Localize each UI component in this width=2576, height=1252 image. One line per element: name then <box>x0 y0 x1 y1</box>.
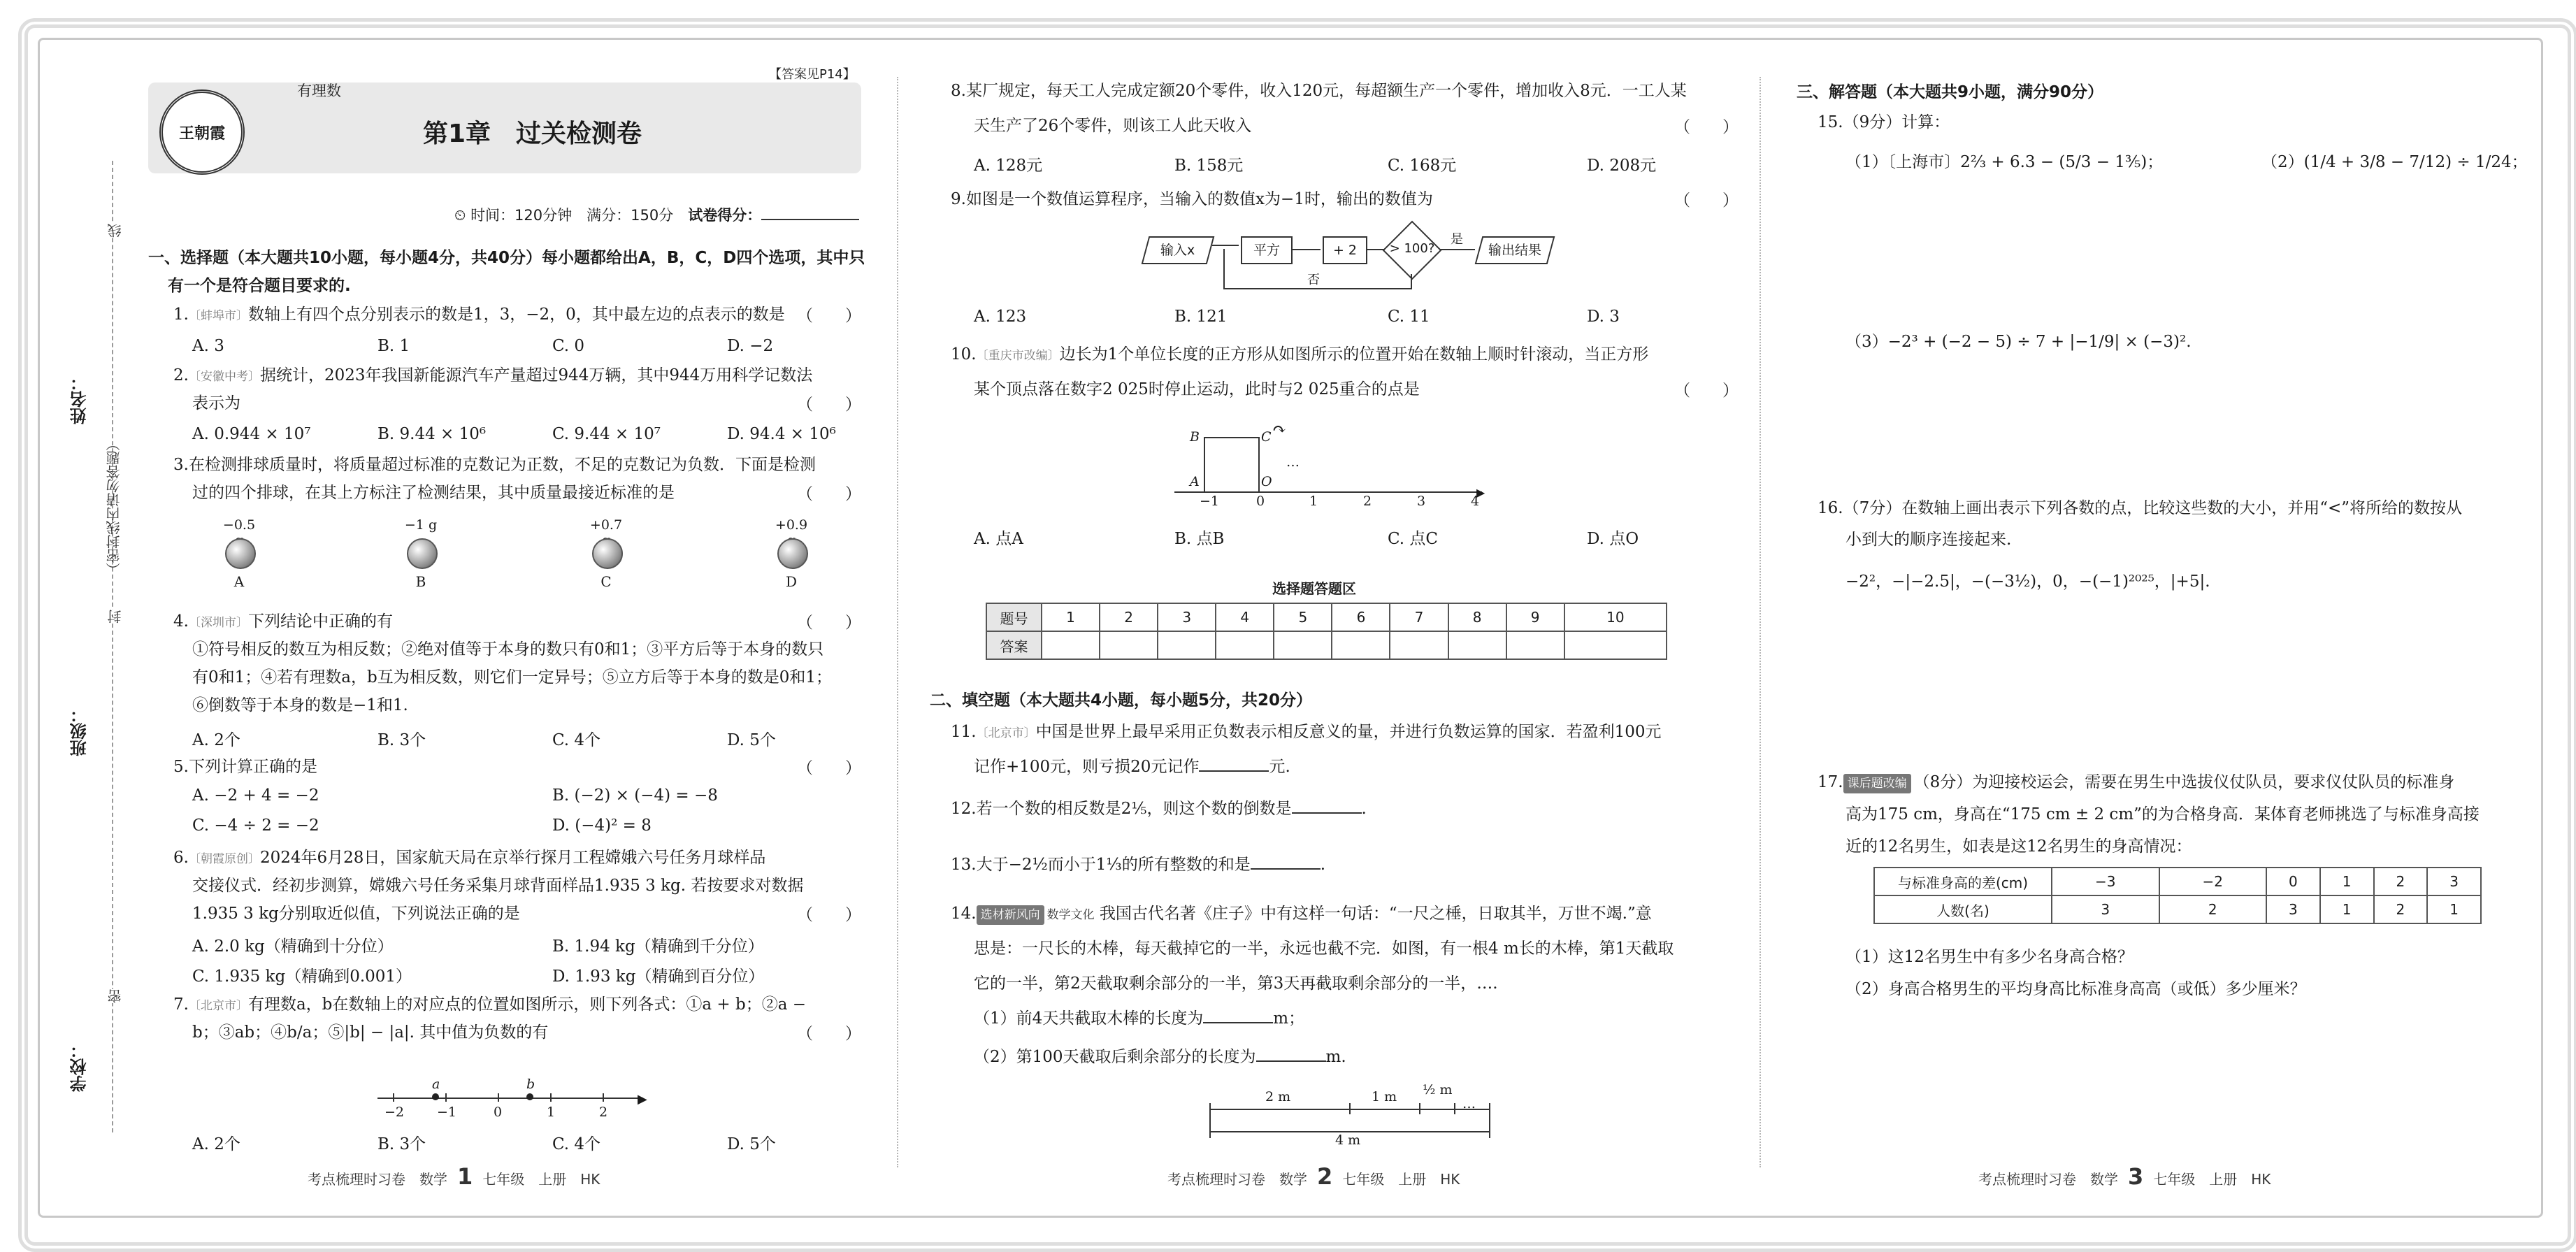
q-number: 1. <box>173 305 189 324</box>
segment-label: 1 m <box>1372 1089 1397 1105</box>
q-text: m. <box>1325 1048 1346 1066</box>
q2-option-d[interactable]: D. 94.4 × 10⁶ <box>727 425 836 443</box>
ball-weight: −0.5 <box>222 517 256 533</box>
q-number: 12. <box>951 800 977 818</box>
answer-cell[interactable] <box>1564 631 1667 659</box>
q7-number-line: ▶ −2 −1 0 1 2 a b <box>377 1077 657 1125</box>
page-title: 第1章 过关检测卷 <box>423 120 642 148</box>
q4-line: ⑥倒数等于本身的数是−1和1. <box>192 696 408 714</box>
q-text: 在检测排球质量时，将质量超过标准的克数记为正数，不足的克数记为负数．下面是检测 <box>188 456 816 474</box>
segment-label: 2 m <box>1265 1089 1291 1105</box>
q4-option-b[interactable]: B. 3个 <box>377 731 426 749</box>
ball-label: C <box>600 573 612 590</box>
q-text: （8分）为迎接校运会，需要在男生中选拔仪仗队员，要求仪仗队员的标准身 <box>1913 773 2455 791</box>
answer-cell[interactable] <box>1100 631 1158 659</box>
answer-paren[interactable]: （ ） <box>1674 382 1739 400</box>
grid-num: 8 <box>1448 603 1506 631</box>
q9-option-b[interactable]: B. 121 <box>1174 308 1228 326</box>
q8-option-c[interactable]: C. 168元 <box>1388 157 1457 175</box>
table-cell: 3 <box>2266 895 2320 923</box>
grid-num: 2 <box>1100 603 1158 631</box>
q9-flowchart <box>1139 224 1573 294</box>
table-cell: 2 <box>2374 868 2428 895</box>
q-number: 4. <box>173 612 189 631</box>
q17-sub2: （2）身高合格男生的平均身高比标准身高高（或低）多少厘米？ <box>1845 980 2306 998</box>
q3-stem <box>173 453 816 478</box>
table-cell: 0 <box>2266 868 2320 895</box>
flow-input-label: 输入x <box>1160 243 1195 258</box>
tick-label: 1 <box>547 1105 556 1120</box>
flow-add: + 2 <box>1323 236 1367 264</box>
q6-stem <box>173 846 765 871</box>
q9-option-a[interactable]: A. 123 <box>974 308 1027 326</box>
ball-weight: +0.7 <box>589 517 623 533</box>
tick-label: 2 <box>1363 494 1372 509</box>
q14-sub1 <box>974 1007 1304 1032</box>
score-field[interactable] <box>761 219 859 220</box>
q11-line <box>974 755 1290 780</box>
grid-num: 7 <box>1390 603 1448 631</box>
q-text: 记作+100元，则亏损20元记作 <box>974 758 1200 776</box>
q15-part1: （1）〔上海市〕2⅔ + 6.3 − (5/3 − 1⅗)； <box>1845 153 2164 171</box>
q4-option-a[interactable]: A. 2个 <box>192 731 240 749</box>
q7-option-d[interactable]: D. 5个 <box>727 1135 776 1153</box>
segment-label: … <box>1462 1096 1476 1111</box>
q14-line: 它的一半，第2天截取剩余部分的一半，第3天再截取剩余部分的一半，…. <box>974 974 1498 993</box>
q-text: 有理数a，b在数轴上的对应点的位置如图所示，则下列各式：①a + b；②a − <box>247 995 807 1014</box>
answer-paren[interactable]: （ ） <box>1674 192 1739 210</box>
tick-label: −1 <box>437 1105 457 1120</box>
q4-stem <box>173 610 393 635</box>
volleyball-icon <box>592 538 623 569</box>
q-number: 7. <box>173 995 189 1014</box>
q5-option-d[interactable]: D. (−4)² = 8 <box>552 816 652 835</box>
q5-option-b[interactable]: B. (−2) × (−4) = −8 <box>552 786 718 805</box>
q2-stem <box>173 364 812 389</box>
page-footer <box>308 1163 600 1190</box>
grid-num: 9 <box>1506 603 1564 631</box>
q13-stem <box>951 853 1325 878</box>
q-source-tag: 〔朝霞原创〕 <box>188 852 260 866</box>
q11-stem <box>951 720 1661 745</box>
q5-option-c[interactable]: C. −4 ÷ 2 = −2 <box>192 816 319 835</box>
q-number: 8. <box>951 82 966 100</box>
q-text: 边长为1个单位长度的正方形从如图所示的位置开始在数轴上顺时针滚动，当正方形 <box>1059 345 1649 364</box>
q-text: 数轴上有四个点分别表示的数是1，3，−2，0，其中最左边的点表示的数是 <box>247 305 785 324</box>
answer-cell[interactable] <box>1158 631 1216 659</box>
column-divider <box>1760 77 1761 1167</box>
q-text: 下列计算正确的是 <box>188 758 317 776</box>
q2-option-b[interactable]: B. 9.44 × 10⁶ <box>377 425 487 443</box>
page-footer <box>1978 1163 2271 1190</box>
q-text: 若一个数的相反数是2⅕，则这个数的倒数是 <box>976 800 1292 818</box>
table-header: 人数(名) <box>1874 895 2052 923</box>
flow-no-label: 否 <box>1307 273 1320 287</box>
footer-grade: 七年级 上册 HK <box>2153 1171 2271 1188</box>
footer-grade: 七年级 上册 HK <box>1342 1171 1460 1188</box>
point-b-label: b <box>526 1077 535 1092</box>
q-text: （1）前4天共截取木棒的长度为 <box>974 1009 1204 1028</box>
q15-part3: （3）−2³ + (−2 − 5) ÷ 7 + |−1/9| × (−3)². <box>1845 333 2192 351</box>
q4-line: 有0和1；④若有理数a，b互为相反数，则它们一定异号；⑤立方后等于本身的数是0和1； <box>192 668 832 686</box>
volleyball-icon <box>407 538 438 569</box>
vertex-c: C <box>1261 429 1272 445</box>
grid-num: 3 <box>1158 603 1216 631</box>
clock-icon: ⏲ <box>454 207 471 224</box>
binding-line <box>112 161 113 1132</box>
q1-option-c[interactable]: C. 0 <box>552 337 585 355</box>
tick-label: 3 <box>1417 494 1426 509</box>
q17-line: 高为175 cm，身高在“175 cm ± 2 cm”的为合格身高．某体育老师挑选了与标准身高接 <box>1845 805 2480 823</box>
tick-label: 0 <box>494 1105 503 1120</box>
q8-option-b[interactable]: B. 158元 <box>1174 157 1244 175</box>
q3-balls <box>218 517 808 601</box>
q-text: 中国是世界上最早采用正负数表示相反意义的量，并进行负数运算的国家．若盈利100元 <box>1035 723 1662 741</box>
q9-stem <box>951 187 1433 213</box>
seal-mark: 密 <box>105 989 125 1003</box>
q1-option-d[interactable]: D. −2 <box>727 337 774 355</box>
q7-stem <box>173 993 806 1018</box>
q17-stem <box>1818 770 2454 796</box>
q6-option-b[interactable]: B. 1.94 kg（精确到千分位） <box>552 937 764 956</box>
ball-label: A <box>233 573 245 590</box>
grid-header: 答案 <box>986 631 1042 659</box>
ellipsis: … <box>1286 454 1300 470</box>
q8-option-d[interactable]: D. 208元 <box>1587 157 1657 175</box>
q12-stem <box>951 797 1367 822</box>
q7-option-b[interactable]: B. 3个 <box>377 1135 426 1153</box>
answer-paren[interactable]: （ ） <box>797 485 861 503</box>
flow-input <box>1142 236 1215 264</box>
q10-option-a[interactable]: A. 点A <box>974 530 1023 548</box>
q-source-tag: 〔深圳市〕 <box>188 616 248 630</box>
page-number: 3 <box>2128 1163 2144 1190</box>
grid-num: 4 <box>1216 603 1274 631</box>
q15-part2: （2）(1/4 + 3/8 − 7/12) ÷ 1/24； <box>2261 153 2528 171</box>
q-text: 某厂规定，每天工人完成定额20个零件，收入120元，每超额生产一个零件，增加收入8元．一工人某 <box>965 82 1687 100</box>
q6-option-d[interactable]: D. 1.93 kg（精确到百分位） <box>552 967 765 986</box>
q-number: 13. <box>951 856 977 874</box>
q-number: 16. <box>1818 499 1843 517</box>
q10-option-c[interactable]: C. 点C <box>1388 530 1438 548</box>
q6-line: 交接仪式．经初步测算，嫦娥六号任务采集月球背面样品1.935 3 kg. 若按要求对数据 <box>192 877 804 895</box>
grid-num: 10 <box>1564 603 1667 631</box>
grid-header: 题号 <box>986 603 1042 631</box>
subject-tag: 有理数 <box>297 82 341 99</box>
q10-option-d[interactable]: D. 点O <box>1587 530 1639 548</box>
tick-label: 1 <box>1309 494 1318 509</box>
rolling-square <box>1204 437 1260 493</box>
vertex-a: A <box>1190 474 1200 489</box>
q6-line: 1.935 3 kg分别取近似值，下列说法正确的是 <box>192 905 520 923</box>
section-one-title: 一、选择题（本大题共10小题，每小题4分，共40分）每小题都给出A，B，C，D四个选项，其中只 <box>148 249 865 267</box>
flow-yes-label: 是 <box>1451 232 1463 247</box>
vertex-b: B <box>1190 429 1200 445</box>
q7-option-c[interactable]: C. 4个 <box>552 1135 601 1153</box>
q-source-tag: 〔安徽中考〕 <box>188 370 260 384</box>
q-number: 2. <box>173 366 189 384</box>
q17-sub1: （1）这12名男生中有多少名身高合格？ <box>1845 948 2134 966</box>
name-label: 姓名： <box>70 374 89 424</box>
brand-logo <box>159 89 245 175</box>
answer-paren[interactable]: （ ） <box>797 1025 861 1043</box>
q2-option-c[interactable]: C. 9.44 × 10⁷ <box>552 425 661 443</box>
vertex-o: O <box>1261 474 1272 489</box>
q-source-tag: 数学文化 <box>1046 908 1095 922</box>
seal-note: （密封线内请勿答题） <box>106 437 122 577</box>
q-number: 11. <box>951 723 977 741</box>
page-footer <box>1167 1163 1460 1190</box>
fill-blank[interactable] <box>1203 1009 1273 1023</box>
seal-mark: 线 <box>105 224 125 238</box>
class-label: 班级： <box>70 706 89 756</box>
tick-label: 2 <box>599 1105 608 1120</box>
q1-option-b[interactable]: B. 1 <box>377 337 410 355</box>
answer-cell[interactable] <box>1216 631 1274 659</box>
q-number: 15. <box>1818 113 1843 131</box>
q-text: 下列结论中正确的有 <box>247 612 393 631</box>
q7-option-a[interactable]: A. 2个 <box>192 1135 240 1153</box>
rotation-arrow-icon: ↷ <box>1272 419 1287 439</box>
ball-label: B <box>415 573 426 590</box>
table-cell: 2 <box>2159 895 2267 923</box>
q-number: 9. <box>951 190 966 208</box>
section-two-title: 二、填空题（本大题共4小题，每小题5分，共20分） <box>930 691 1313 710</box>
grid-num: 5 <box>1274 603 1332 631</box>
footer-title: 考点梳理时习卷 数学 <box>1167 1171 1307 1188</box>
q10-option-b[interactable]: B. 点B <box>1174 530 1225 548</box>
brand-logo-text: 王朝霞 <box>178 124 225 143</box>
flow-square: 平方 <box>1241 236 1293 264</box>
volleyball-icon <box>777 538 808 569</box>
q1-option-a[interactable]: A. 3 <box>192 337 224 355</box>
q10-figure: B C A O ↷ … ▶ −1 0 1 2 3 4 <box>1174 419 1489 510</box>
answer-grid <box>986 603 1667 660</box>
q16-stem <box>1818 496 2462 521</box>
tick-label: −1 <box>1200 494 1220 509</box>
q10-stem <box>951 343 1648 368</box>
exam-meta <box>454 204 859 227</box>
q-number: 5. <box>173 758 189 776</box>
point-a-label: a <box>432 1077 440 1092</box>
q-text: 2024年6月28日，国家航天局在京举行探月工程嫦娥六号任务月球样品 <box>259 849 766 867</box>
footer-grade: 七年级 上册 HK <box>482 1171 600 1188</box>
answer-cell[interactable] <box>1506 631 1564 659</box>
segment-label: ½ m <box>1423 1082 1453 1098</box>
q-number: 3. <box>173 456 189 474</box>
q-text: 我国古代名著《庄子》中有这样一句话：“一尺之棰，日取其半，万世不竭.”意 <box>1099 905 1652 923</box>
q14-stick-figure <box>1209 1082 1496 1148</box>
ball-label: D <box>785 573 798 590</box>
fill-blank[interactable] <box>1199 758 1269 772</box>
answer-cell[interactable] <box>1042 631 1100 659</box>
grid-num: 1 <box>1042 603 1100 631</box>
q4-option-c[interactable]: C. 4个 <box>552 731 601 749</box>
q2-option-a[interactable]: A. 0.944 × 10⁷ <box>192 425 311 443</box>
q10-line: 某个顶点落在数字2 025时停止运动，此时与2 025重合的点是 <box>974 380 1420 398</box>
answer-cell[interactable] <box>1448 631 1506 659</box>
q14-stem <box>951 902 1652 927</box>
q15-stem <box>1818 110 1950 136</box>
q14-sub2 <box>974 1045 1346 1070</box>
q6-option-a[interactable]: A. 2.0 kg（精确到十分位） <box>192 937 394 956</box>
q-number: 6. <box>173 849 189 867</box>
exam-full-score: 满分：150分 <box>587 207 674 224</box>
q1-stem <box>173 303 785 328</box>
q-text: 元. <box>1269 758 1290 776</box>
answer-paren[interactable]: （ ） <box>797 307 861 325</box>
grid-num: 6 <box>1332 603 1390 631</box>
q5-stem <box>173 755 317 780</box>
section-one-title-line2: 有一个是符合题目要求的. <box>168 277 351 295</box>
q9-option-c[interactable]: C. 11 <box>1388 308 1430 326</box>
height-table <box>1873 867 2482 924</box>
q8-line: 天生产了26个零件，则该工人此天收入 <box>974 117 1252 135</box>
q4-option-d[interactable]: D. 5个 <box>727 731 776 749</box>
answer-reference: 【答案见P14】 <box>769 67 856 82</box>
table-cell: 3 <box>2052 895 2159 923</box>
q-source-tag: 〔蚌埠市〕 <box>188 309 248 323</box>
table-cell: −3 <box>2052 868 2159 895</box>
q8-stem <box>951 79 1687 104</box>
answer-paren[interactable]: （ ） <box>797 906 861 924</box>
ball-weight: −1 g <box>404 517 438 533</box>
answer-paren[interactable]: （ ） <box>1674 118 1739 136</box>
answer-paren[interactable]: （ ） <box>797 759 861 777</box>
q-text: 据统计，2023年我国新能源汽车产量超过944万辆，其中944万用科学记数法 <box>259 366 813 384</box>
q-number: 10. <box>951 345 977 364</box>
school-label: 学校： <box>70 1042 89 1092</box>
q-source-tag: 〔北京市〕 <box>976 726 1036 740</box>
q-tag-badge: 课后题改编 <box>1843 774 1911 793</box>
answer-cell[interactable] <box>1332 631 1390 659</box>
footer-title: 考点梳理时习卷 数学 <box>308 1171 447 1188</box>
q2-stem-line2: 表示为 <box>192 394 240 412</box>
q17-line: 近的12名男生，如表是这12名男生的身高情况： <box>1845 837 2192 856</box>
table-header: 与标准身高的差(cm) <box>1874 868 2052 895</box>
page-number: 1 <box>457 1163 473 1190</box>
answer-paren[interactable]: （ ） <box>797 396 861 414</box>
tick-label: 4 <box>1471 494 1480 509</box>
footer-title: 考点梳理时习卷 数学 <box>1978 1171 2118 1188</box>
q-text: 如图是一个数值运算程序，当输入的数值x为−1时，输出的数值为 <box>965 190 1433 208</box>
total-length-label: 4 m <box>1335 1132 1361 1148</box>
q9-option-d[interactable]: D. 3 <box>1587 308 1620 326</box>
q16-line: 小到大的顺序连接起来. <box>1845 531 2012 549</box>
fill-blank[interactable] <box>1256 1048 1326 1062</box>
fill-blank[interactable] <box>1292 800 1362 814</box>
q7-line: b；③ab；④b/a；⑤|b| − |a|. 其中值为负数的有 <box>192 1023 549 1042</box>
q5-option-a[interactable]: A. −2 + 4 = −2 <box>192 786 319 805</box>
q-text: . <box>1320 856 1326 874</box>
q8-option-a[interactable]: A. 128元 <box>974 157 1043 175</box>
page-number: 2 <box>1317 1163 1333 1190</box>
table-cell: 1 <box>2427 895 2481 923</box>
answer-paren[interactable]: （ ） <box>797 614 861 632</box>
q-tag-badge: 选材新风向 <box>977 905 1044 925</box>
tick-label: 0 <box>1256 494 1265 509</box>
q-text: . <box>1361 800 1367 818</box>
q-text: （7分）在数轴上画出表示下列各数的点，比较这些数的大小，并用“<”将所给的数按从 <box>1843 499 2462 517</box>
q-text: m； <box>1273 1009 1305 1028</box>
q-number: 17. <box>1818 773 1843 791</box>
ball-weight: +0.9 <box>775 517 808 533</box>
table-cell: 1 <box>2320 895 2374 923</box>
score-label: 试卷得分： <box>688 207 762 224</box>
answer-cell[interactable] <box>1390 631 1448 659</box>
table-cell: −2 <box>2159 868 2267 895</box>
column-divider <box>897 77 898 1167</box>
q-text: （2）第100天截取后剩余部分的长度为 <box>974 1048 1256 1066</box>
q-source-tag: 〔北京市〕 <box>188 999 248 1013</box>
table-cell: 2 <box>2374 895 2428 923</box>
answer-cell[interactable] <box>1274 631 1332 659</box>
q-text: （9分）计算： <box>1843 113 1950 131</box>
q6-option-c[interactable]: C. 1.935 kg（精确到0.001） <box>192 967 412 986</box>
q14-line: 思是：一尺长的木棒，每天截掉它的一半，永远也截不完．如图，有一根4 m长的木棒，第1天截取 <box>974 940 1674 958</box>
answer-area-title: 选择题答题区 <box>1272 580 1356 597</box>
q-number: 14. <box>951 905 977 923</box>
volleyball-icon <box>225 538 256 569</box>
exam-time: 时间：120分钟 <box>470 207 573 224</box>
tick-label: −2 <box>384 1105 405 1120</box>
q3-stem-line2: 过的四个排球，在其上方标注了检测结果，其中质量最接近标准的是 <box>192 484 675 502</box>
flow-output <box>1475 236 1555 264</box>
q4-line: ①符号相反的数互为相反数；②绝对值等于本身的数只有0和1；③平方后等于本身的数只 <box>192 640 824 659</box>
section-three-title: 三、解答题（本大题共9小题，满分90分） <box>1797 83 2104 101</box>
flow-compare: > 100? <box>1389 241 1435 256</box>
q-text: 大于−2½而小于1⅓的所有整数的和是 <box>976 856 1251 874</box>
table-cell: 1 <box>2320 868 2374 895</box>
table-cell: 3 <box>2427 868 2481 895</box>
q16-numbers: −2²，−|−2.5|，−(−3½)，0，−(−1)²⁰²⁵，|+5|. <box>1845 573 2210 591</box>
seal-mark: 封 <box>105 610 125 624</box>
q-source-tag: 〔重庆市改编〕 <box>976 349 1060 363</box>
fill-blank[interactable] <box>1251 856 1321 870</box>
flow-output-label: 输出结果 <box>1488 243 1541 258</box>
